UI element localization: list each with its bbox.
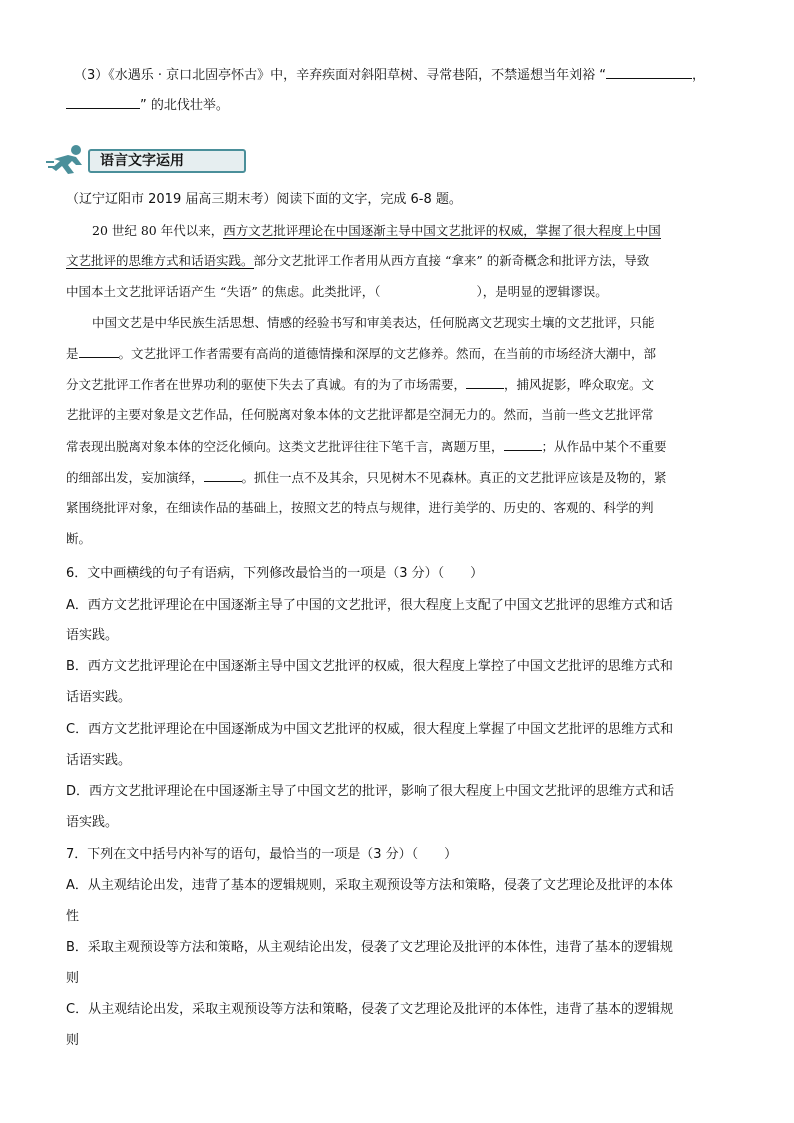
passage-blank[interactable] <box>79 343 119 358</box>
passage-line: 艺批评的主要对象是文艺作品，任何脱离对象本体的文艺批评都是空洞无力的。然而，当前一些文艺批评常 <box>66 407 654 422</box>
passage-line: 中国本土文艺批评话语产生 “失语” 的焦虑。此类批评，（ ），是明显的逻辑谬误。 <box>66 284 608 299</box>
q7-option-a[interactable]: A．从主观结论出发，违背了基本的逻辑规则，采取主观预设等方法和策略，侵袭了文艺理论及批评的本体 <box>66 878 673 893</box>
q7-option-a-cont: 性 <box>66 909 80 924</box>
q6-option-d[interactable]: D．西方文艺批评理论在中国逐渐主导了中国文艺的批评，影响了很大程度上中国文艺批评的思维方式和话 <box>66 784 675 799</box>
passage-blank[interactable] <box>204 467 242 482</box>
passage-blank[interactable] <box>466 374 504 389</box>
question-6-stem: 6．文中画横线的句子有语病，下列修改最恰当的一项是（3 分）（ ） <box>66 566 484 581</box>
q3-line-2: ” 的北伐壮举。 <box>66 94 229 116</box>
passage-line: 断。 <box>66 531 92 546</box>
passage-line: 紧围绕批评对象，在细读作品的基础上，按照文艺的特点与规律，进行美学的、历史的、客观的、科学的判 <box>66 500 654 515</box>
q3-line-1: （3）《水遇乐 · 京口北固亭怀古》中，辛弃疾面对斜阳草树、寻常巷陌，不禁遥想当年刘裕 “ ， <box>74 64 705 86</box>
passage-intro: （辽宁辽阳市 2019 届高三期末考）阅读下面的文字，完成 6-8 题。 <box>66 192 462 207</box>
passage-line: 20 世纪 80 年代以来，西方文艺批评理论在中国逐渐主导中国文艺批评的权威，掌握了很大程度上中国 <box>92 223 661 238</box>
question-7-stem: 7．下列在文中括号内补写的语句，最恰当的一项是（3 分）（ ） <box>66 847 458 862</box>
passage-line: 中国文艺是中华民族生活思想、情感的经验书写和审美表达，任何脱离文艺现实土壤的文艺批评，只能 <box>92 315 655 330</box>
q7-option-b[interactable]: B．采取主观预设等方法和策略，从主观结论出发，侵袭了文艺理论及批评的本体性，违背了基本的逻辑规 <box>66 940 673 955</box>
passage-line: 是 。文艺批评工作者需要有高尚的道德情操和深厚的文艺修养。然而，在当前的市场经济大潮中，部 <box>66 343 656 364</box>
q7-option-c[interactable]: C．从主观结论出发，采取主观预设等方法和策略，侵袭了文艺理论及批评的本体性，违背了基本的逻辑规 <box>66 1002 674 1017</box>
q7-option-c-cont: 则 <box>66 1033 80 1048</box>
q3-blank-1[interactable] <box>606 64 692 79</box>
q6-option-c-cont: 话语实践。 <box>66 753 132 768</box>
passage-line: 文艺批评的思维方式和话语实践。部分文艺批评工作者用从西方直接 “拿来” 的新奇概念和批评方法，导致 <box>66 253 650 268</box>
q6-option-a[interactable]: A．西方文艺批评理论在中国逐渐主导了中国的文艺批评，很大程度上支配了中国文艺批评的思维方式和话 <box>66 598 673 613</box>
q6-option-a-cont: 语实践。 <box>66 628 119 643</box>
section-banner <box>50 145 250 175</box>
passage-line: 分文艺批评工作者在世界功利的驱使下失去了真诚。有的为了市场需要， ，捕风捉影，哗众取宠。文 <box>66 374 654 395</box>
q7-option-b-cont: 则 <box>66 971 80 986</box>
q6-option-b[interactable]: B．西方文艺批评理论在中国逐渐主导中国文艺批评的权威，很大程度上掌控了中国文艺批评的思维方式和 <box>66 659 673 674</box>
q3-text: （3）《水遇乐 · 京口北固亭怀古》中，辛弃疾面对斜阳草树、寻常巷陌，不禁遥想当年刘裕 “ <box>74 68 607 83</box>
q6-option-c[interactable]: C．西方文艺批评理论在中国逐渐成为中国文艺批评的权威，很大程度上掌握了中国文艺批评的思维方式和 <box>66 722 674 737</box>
section-title: 语言文字运用 <box>100 153 184 169</box>
passage-line: 的细部出发，妄加演绎， 。抓住一点不及其余，只见树木不见森林。真正的文艺批评应该是及物的，紧 <box>66 467 667 488</box>
q6-option-d-cont: 语实践。 <box>66 815 119 830</box>
runner-icon <box>46 143 90 177</box>
q6-option-b-cont: 话语实践。 <box>66 690 132 705</box>
underlined-sentence: 西方文艺批评理论在中国逐渐主导中国文艺批评的权威，掌握了很大程度上中国 <box>223 223 661 238</box>
passage-line: 常表现出脱离对象本体的空泛化倾向。这类文艺批评往往下笔千言，离题万里， ；从作品中某个不重要 <box>66 436 667 457</box>
q3-blank-2[interactable] <box>66 94 140 109</box>
underlined-sentence: 文艺批评的思维方式和话语实践。 <box>66 253 254 268</box>
passage-blank[interactable] <box>504 436 542 451</box>
